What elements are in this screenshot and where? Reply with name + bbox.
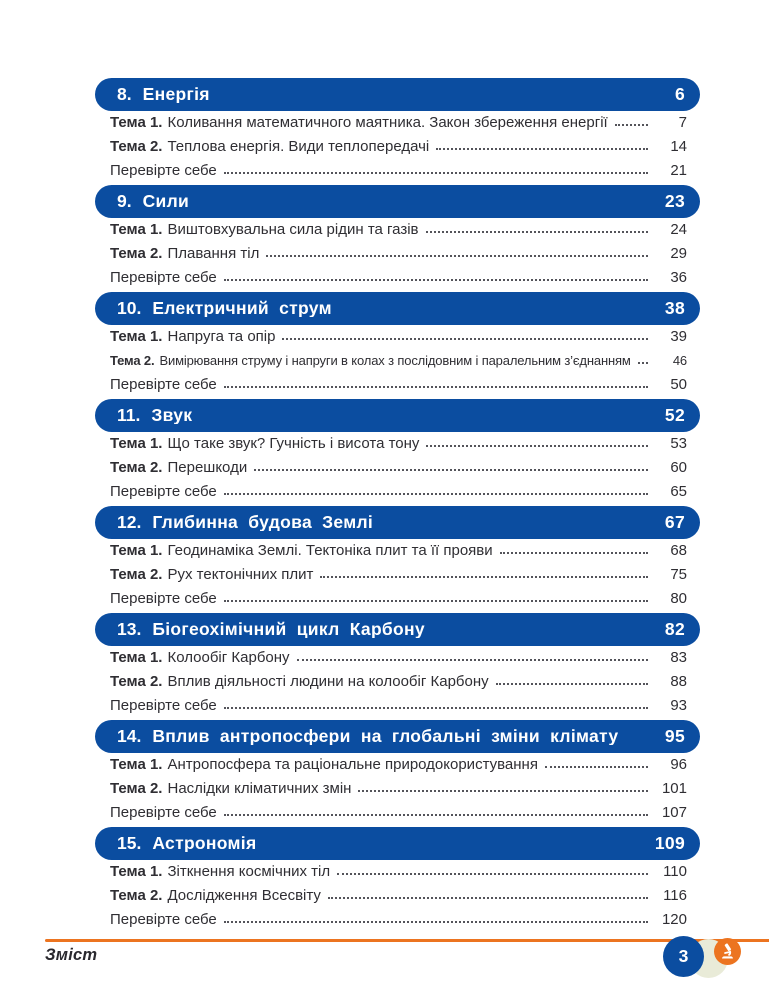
toc-row xyxy=(95,694,700,718)
section-header xyxy=(95,292,700,325)
row-label: Тема 1. xyxy=(110,328,163,345)
section-title: Енергія xyxy=(142,85,210,104)
row-label: Тема 2. xyxy=(110,459,163,476)
toc-section xyxy=(95,506,700,611)
row-page-number: 83 xyxy=(670,649,687,666)
section-title: Глибинна будова Землі xyxy=(152,513,374,532)
section-rows xyxy=(95,325,700,397)
row-label: Тема 1. xyxy=(110,863,163,880)
section-header xyxy=(95,399,700,432)
dotted-leader xyxy=(426,231,648,233)
row-label: Тема 1. xyxy=(110,756,163,773)
toc-row xyxy=(95,349,700,373)
page-number: 3 xyxy=(678,946,689,966)
row-title: Перевірте себе xyxy=(110,269,217,286)
section-rows xyxy=(95,111,700,183)
dotted-leader xyxy=(224,814,648,816)
row-label: Тема 2. xyxy=(110,566,163,583)
section-page-number: 38 xyxy=(664,297,685,318)
row-label: Тема 1. xyxy=(110,649,163,666)
section-title: Астрономія xyxy=(152,834,257,853)
row-title: Перевірте себе xyxy=(110,804,217,821)
dotted-leader xyxy=(426,445,648,447)
footer-divider xyxy=(45,939,769,942)
section-number: 9. xyxy=(117,190,132,211)
row-page-number: 53 xyxy=(670,435,687,452)
toc-row xyxy=(95,218,700,242)
row-title: Плавання тіл xyxy=(167,245,260,262)
dotted-leader xyxy=(500,552,648,554)
section-page-number: 109 xyxy=(654,832,685,853)
toc-section xyxy=(95,827,700,932)
row-page-number: 96 xyxy=(670,756,687,773)
row-title: Антропосфера та раціональне природокористування xyxy=(167,756,538,773)
dotted-leader xyxy=(254,469,648,471)
dotted-leader xyxy=(224,707,648,709)
section-page-number: 6 xyxy=(674,83,685,104)
dotted-leader xyxy=(320,576,648,578)
row-page-number: 93 xyxy=(670,697,687,714)
row-page-number: 101 xyxy=(661,780,687,797)
section-rows xyxy=(95,432,700,504)
row-title: Зіткнення космічних тіл xyxy=(167,863,331,880)
row-page-number: 80 xyxy=(670,590,687,607)
dotted-leader xyxy=(358,790,648,792)
toc-row xyxy=(95,753,700,777)
row-page-number: 60 xyxy=(670,459,687,476)
toc-row xyxy=(95,777,700,801)
section-rows xyxy=(95,753,700,825)
row-page-number: 36 xyxy=(670,269,687,286)
toc-row xyxy=(95,159,700,183)
toc-section xyxy=(95,613,700,718)
row-title: Перевірте себе xyxy=(110,483,217,500)
dotted-leader xyxy=(224,493,648,495)
row-page-number: 24 xyxy=(670,221,687,238)
row-label: Тема 1. xyxy=(110,221,163,238)
toc-row xyxy=(95,587,700,611)
section-page-number: 23 xyxy=(664,190,685,211)
row-title: Що таке звук? Гучність і висота тону xyxy=(167,435,420,452)
section-title: Сили xyxy=(142,192,190,211)
row-page-number: 50 xyxy=(670,376,687,393)
section-number: 10. xyxy=(117,297,142,318)
section-rows xyxy=(95,646,700,718)
row-title: Колообіг Карбону xyxy=(167,649,290,666)
section-title: Звук xyxy=(151,406,193,425)
dotted-leader xyxy=(297,659,648,661)
row-page-number: 65 xyxy=(670,483,687,500)
footer-section-label: Зміст xyxy=(45,946,98,964)
microscope-badge xyxy=(714,938,741,965)
dotted-leader xyxy=(224,386,648,388)
row-label: Тема 2. xyxy=(110,673,163,690)
toc-row xyxy=(95,646,700,670)
row-title: Теплова енергія. Види теплопередачі xyxy=(167,138,430,155)
row-page-number: 110 xyxy=(663,863,687,880)
page-number-badge xyxy=(663,936,704,977)
row-title: Дослідження Всесвіту xyxy=(167,887,321,904)
toc-row xyxy=(95,432,700,456)
row-title: Перевірте себе xyxy=(110,590,217,607)
row-label: Тема 1. xyxy=(110,114,163,131)
toc-row xyxy=(95,908,700,932)
section-header xyxy=(95,613,700,646)
row-title: Геодинаміка Землі. Тектоніка плит та її прояви xyxy=(167,542,493,559)
dotted-leader xyxy=(436,148,648,150)
section-title: Електричний струм xyxy=(152,299,332,318)
toc-section xyxy=(95,399,700,504)
row-label: Тема 1. xyxy=(110,435,163,452)
section-number: 15. xyxy=(117,832,142,853)
section-number: 11. xyxy=(117,404,141,425)
row-title: Перевірте себе xyxy=(110,376,217,393)
section-rows xyxy=(95,539,700,611)
toc-section xyxy=(95,720,700,825)
row-title: Напруга та опір xyxy=(167,328,276,345)
section-header xyxy=(95,185,700,218)
row-label: Тема 2. xyxy=(110,138,163,155)
dotted-leader xyxy=(224,600,648,602)
section-number: 14. xyxy=(117,725,142,746)
toc-section xyxy=(95,78,700,183)
row-page-number: 29 xyxy=(670,245,687,262)
dotted-leader xyxy=(328,897,648,899)
toc-row xyxy=(95,266,700,290)
dotted-leader xyxy=(496,683,648,685)
dotted-leader xyxy=(266,255,648,257)
dotted-leader xyxy=(615,124,648,126)
toc-row xyxy=(95,111,700,135)
toc-row xyxy=(95,242,700,266)
microscope-icon xyxy=(719,943,736,960)
row-label: Тема 2. xyxy=(110,353,155,368)
toc-row xyxy=(95,135,700,159)
section-header xyxy=(95,78,700,111)
row-title: Виштовхувальна сила рідин та газів xyxy=(167,221,419,238)
dotted-leader xyxy=(282,338,648,340)
toc-section xyxy=(95,185,700,290)
row-label: Тема 2. xyxy=(110,780,163,797)
section-header xyxy=(95,720,700,753)
section-page-number: 67 xyxy=(664,511,685,532)
row-title: Наслідки кліматичних змін xyxy=(167,780,352,797)
toc-row xyxy=(95,480,700,504)
row-page-number: 14 xyxy=(670,138,687,155)
toc-section xyxy=(95,292,700,397)
section-rows xyxy=(95,218,700,290)
toc-row xyxy=(95,801,700,825)
section-number: 13. xyxy=(117,618,142,639)
row-page-number: 46 xyxy=(672,353,687,368)
row-label: Тема 2. xyxy=(110,887,163,904)
toc xyxy=(95,78,700,934)
row-page-number: 116 xyxy=(663,887,687,904)
toc-row xyxy=(95,539,700,563)
row-label: Тема 1. xyxy=(110,542,163,559)
dotted-leader xyxy=(224,921,648,923)
row-title: Перешкоди xyxy=(167,459,248,476)
row-page-number: 107 xyxy=(661,804,687,821)
dotted-leader xyxy=(545,766,648,768)
section-title: Біогеохімічний цикл Карбону xyxy=(152,620,425,639)
row-label: Тема 2. xyxy=(110,245,163,262)
row-title: Перевірте себе xyxy=(110,162,217,179)
section-page-number: 52 xyxy=(664,404,685,425)
toc-row xyxy=(95,456,700,480)
row-page-number: 7 xyxy=(678,114,687,131)
row-title: Коливання математичного маятника. Закон збереження енергії xyxy=(167,114,608,131)
dotted-leader xyxy=(337,873,648,875)
row-page-number: 21 xyxy=(670,162,687,179)
toc-row xyxy=(95,563,700,587)
section-title: Вплив антропосфери на глобальні зміни клімату xyxy=(152,727,619,746)
section-header xyxy=(95,506,700,539)
row-page-number: 68 xyxy=(670,542,687,559)
dotted-leader xyxy=(224,172,648,174)
row-page-number: 75 xyxy=(670,566,687,583)
section-number: 12. xyxy=(117,511,142,532)
section-page-number: 95 xyxy=(664,725,685,746)
row-page-number: 120 xyxy=(661,911,687,928)
dotted-leader xyxy=(224,279,648,281)
row-page-number: 88 xyxy=(670,673,687,690)
toc-row xyxy=(95,670,700,694)
row-title: Рух тектонічних плит xyxy=(167,566,314,583)
row-title: Перевірте себе xyxy=(110,697,217,714)
section-page-number: 82 xyxy=(664,618,685,639)
row-title: Вплив діяльності людини на колообіг Карбону xyxy=(167,673,489,690)
dotted-leader xyxy=(638,362,648,364)
row-title: Вимірювання струму і напруги в колах з послідовним і паралельним з’єднанням xyxy=(159,353,631,368)
toc-row xyxy=(95,860,700,884)
toc-row xyxy=(95,325,700,349)
toc-row xyxy=(95,884,700,908)
section-header xyxy=(95,827,700,860)
row-title: Перевірте себе xyxy=(110,911,217,928)
toc-row xyxy=(95,373,700,397)
row-page-number: 39 xyxy=(670,328,687,345)
section-rows xyxy=(95,860,700,932)
section-number: 8. xyxy=(117,83,132,104)
